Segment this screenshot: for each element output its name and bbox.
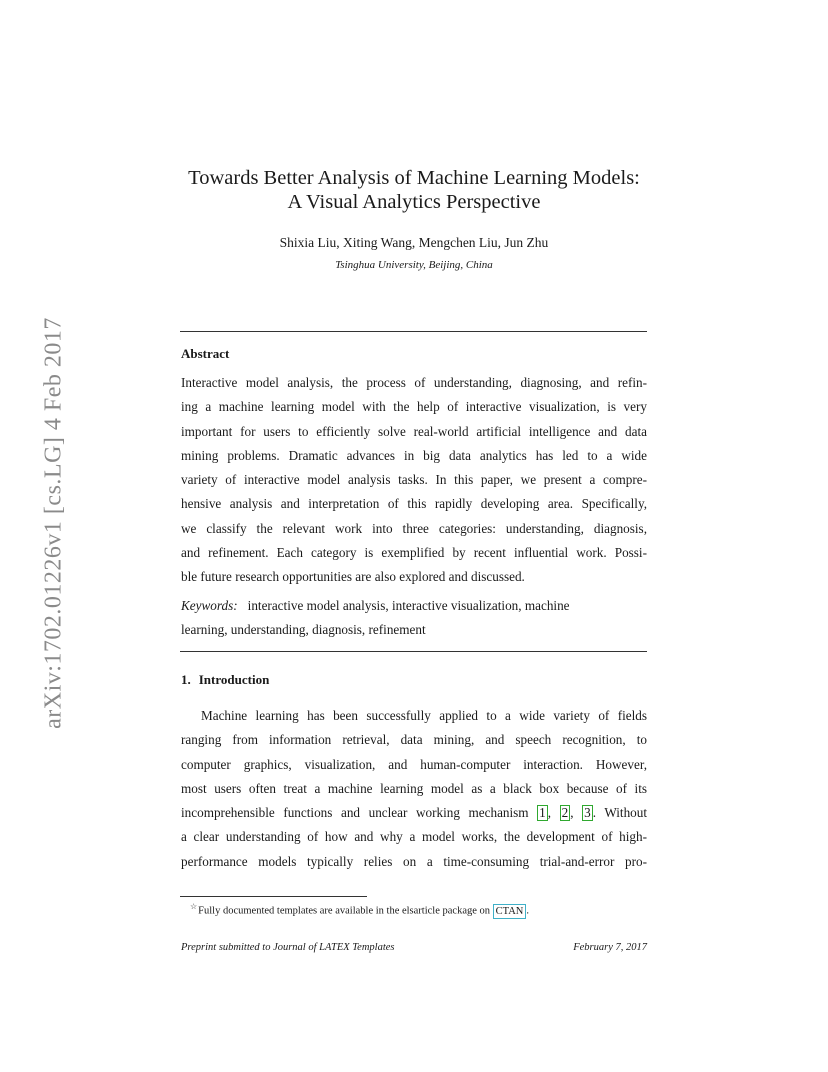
footnote <box>190 900 529 919</box>
introduction-line-citations: incomprehensible functions and unclear working mechanism 1 , 2 , 3 . Without <box>181 805 648 821</box>
preprint-date: February 7, 2017 <box>573 942 647 953</box>
citation-line-suffix: . Without <box>592 805 648 821</box>
keywords-block <box>181 594 647 643</box>
section-title: Introduction <box>198 672 270 687</box>
arxiv-identifier-stamp: arXiv:1702.01226v1 [cs.LG] 4 Feb 2017 <box>40 317 67 729</box>
introduction-body <box>181 704 647 874</box>
introduction-line: ranging from information retrieval, data mining, and speech recognition, to <box>181 732 647 748</box>
paper-title <box>180 166 648 214</box>
citation-link-3[interactable]: 3 <box>584 805 591 821</box>
abstract-line: ble future research opportunities are also explored and discussed. <box>181 569 525 585</box>
abstract-line: we classify the relevant work into three categories: understanding, diagnosis, <box>181 520 647 536</box>
paper-title-line-1: Towards Better Analysis of Machine Learning Models: <box>188 167 640 189</box>
introduction-line: a clear understanding of how and why a model works, the development of high- <box>181 829 647 845</box>
abstract-top-rule <box>180 331 647 332</box>
citation-link-1[interactable]: 1 <box>539 805 546 821</box>
abstract-line: ing a machine learning model with the help of interactive visualization, is very <box>181 399 647 415</box>
author-affiliation: Tsinghua University, Beijing, China <box>335 259 493 271</box>
introduction-line: performance models typically relies on a time-consuming trial-and-error pro- <box>181 853 647 869</box>
footnote-star-icon: ☆ <box>190 902 198 911</box>
abstract-line: hensive analysis and interpretation of this rapidly developing area. Specifically, <box>181 496 647 512</box>
abstract-line: important for users to efficiently solve real-world artificial intelligence and data <box>181 423 647 439</box>
introduction-line: Machine learning has been successfully applied to a wide variety of fields <box>201 708 647 723</box>
keywords-line-1 <box>181 594 647 618</box>
citation-line-prefix: incomprehensible functions and unclear working mechanism <box>181 805 538 821</box>
abstract-line: mining problems. Dramatic advances in big data analytics has led to a wide <box>181 447 647 463</box>
abstract-line: Interactive model analysis, the process of understanding, diagnosing, and refin- <box>181 375 647 390</box>
keywords-text-2: learning, understanding, diagnosis, refinement <box>181 622 426 638</box>
keywords-text-1: interactive model analysis, interactive visualization, machine <box>247 598 570 613</box>
ctan-link[interactable]: CTAN <box>493 904 527 919</box>
footnote-rule <box>180 896 367 897</box>
footnote-text: Fully documented templates are available in the elsarticle package on <box>198 905 493 917</box>
abstract-line: variety of interactive model analysis tasks. In this paper, we present a compre- <box>181 472 647 488</box>
section-number: 1. <box>181 672 191 687</box>
abstract-bottom-rule <box>180 651 647 652</box>
abstract-line: and refinement. Each category is exemplified by recent influential work. Possi- <box>181 545 647 561</box>
footnote-end: . <box>526 905 530 917</box>
section-heading-introduction <box>181 672 269 688</box>
introduction-line: most users often treat a machine learning model as a black box because of its <box>181 780 647 796</box>
author-list: Shixia Liu, Xiting Wang, Mengchen Liu, Jun Zhu <box>279 235 549 250</box>
abstract-heading: Abstract <box>181 346 230 361</box>
preprint-note: Preprint submitted to Journal of LATEX Templates <box>181 942 395 953</box>
introduction-line: computer graphics, visualization, and human-computer interaction. However, <box>181 756 647 772</box>
paper-title-line-2: A Visual Analytics Perspective <box>287 191 541 213</box>
citation-link-2[interactable]: 2 <box>561 805 569 821</box>
keywords-label: Keywords: <box>181 598 238 613</box>
abstract-body <box>181 371 647 590</box>
